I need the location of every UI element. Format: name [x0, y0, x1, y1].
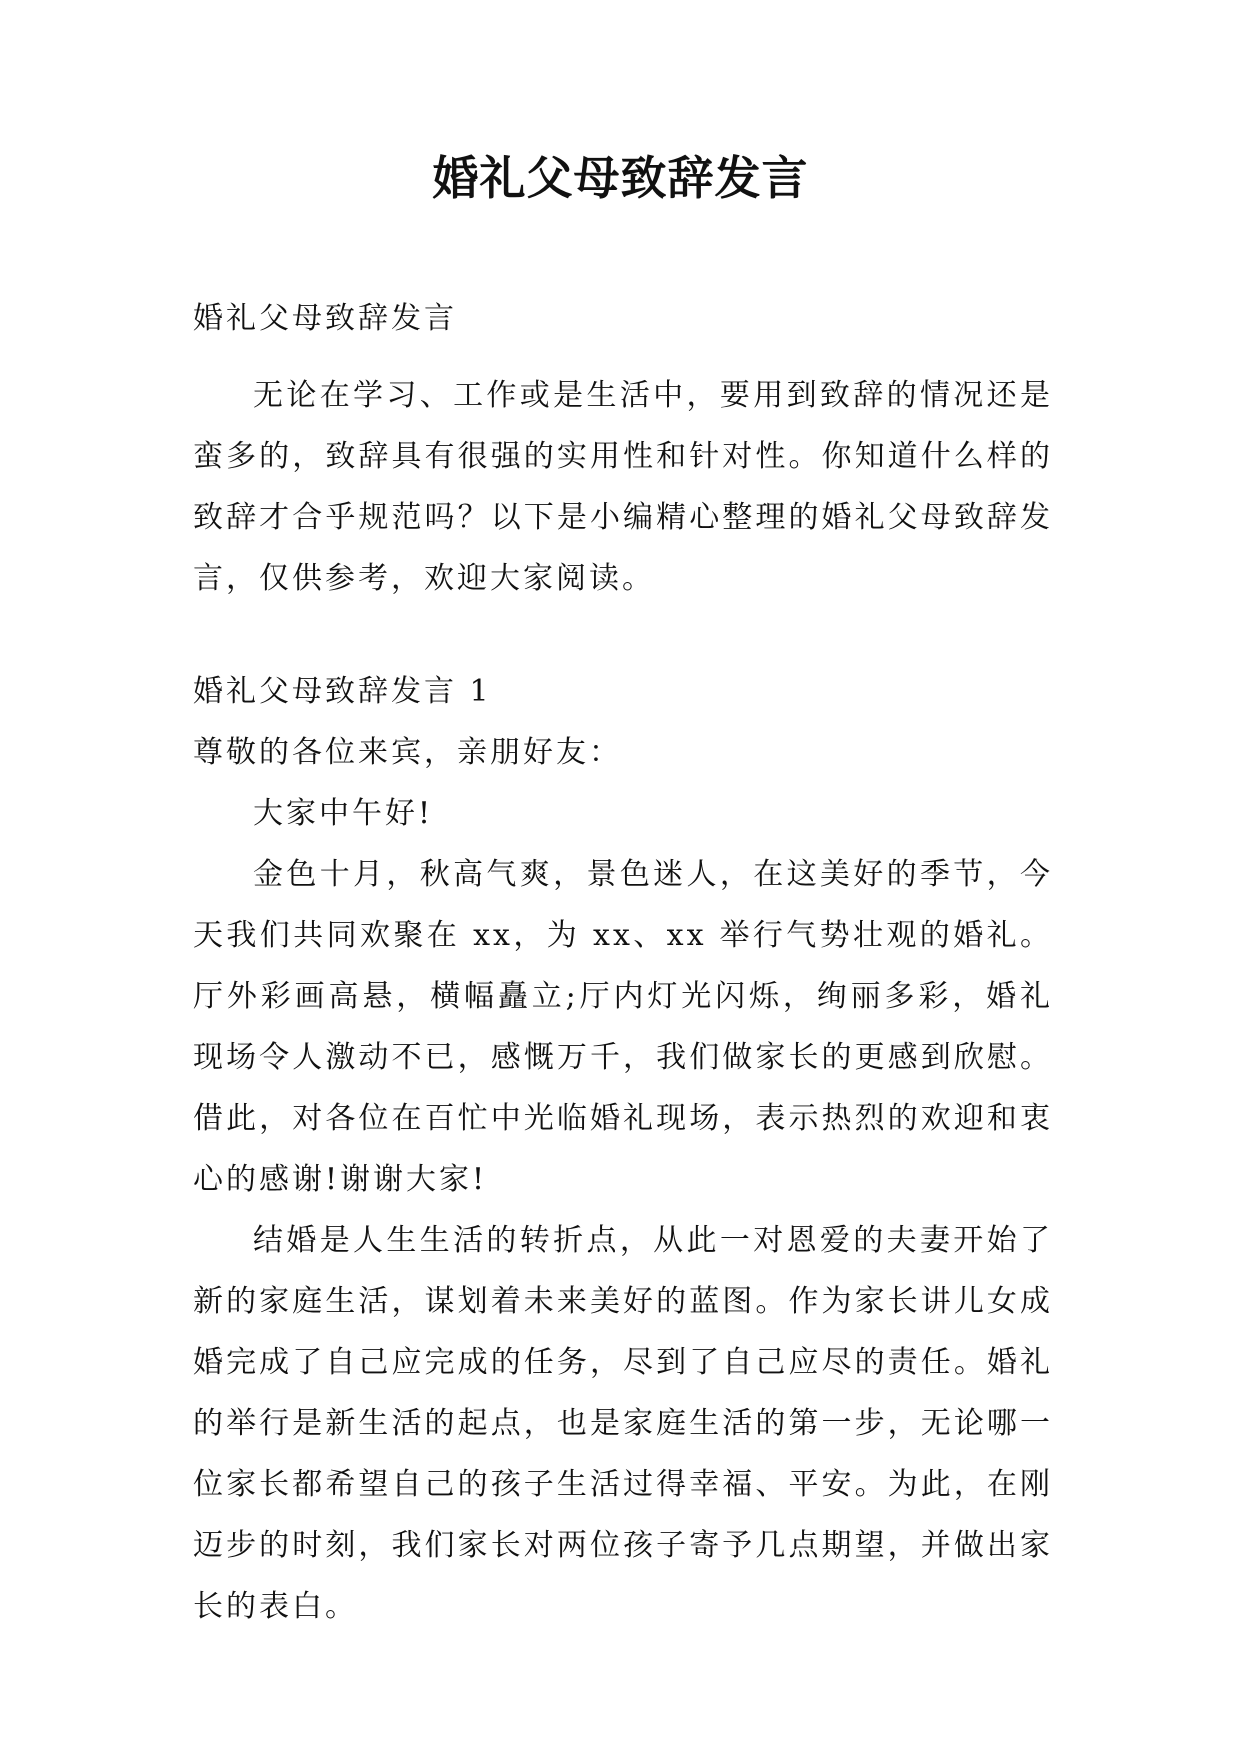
body-paragraph-2: 结婚是人生生活的转折点，从此一对恩爱的夫妻开始了新的家庭生活，谋划着未来美好的蓝图。作为家长讲儿女成婚完成了自己应完成的任务，尽到了自己应尽的责任。婚礼的举行是新生活的起点，也是家庭生活的第一步，无论哪一位家长都希望自己的孩子生活过得幸福、平安。为此，在刚迈步的时刻，我们家长对两位孩子寄予几点期望，并做出家长的表白。	[193, 1223, 1053, 1624]
intro-paragraph: 无论在学习、工作或是生活中，要用到致辞的情况还是蛮多的，致辞具有很强的实用性和针对性。你知道什么样的致辞才合乎规范吗？以下是小编精心整理的婚礼父母致辞发言，仅供参考，欢迎大家阅读。	[193, 378, 1053, 596]
body-paragraph-1: 金色十月，秋高气爽，景色迷人，在这美好的季节，今天我们共同欢聚在 xx，为 xx、xx 举行气势壮观的婚礼。厅外彩画高悬，横幅矗立;厅内灯光闪烁，绚丽多彩，婚礼现场令人激动不已，感慨万千，我们做家长的更感到欣慰。借此，对各位在百忙中光临婚礼现场，表示热烈的欢迎和衷心的感谢!谢谢大家!	[193, 857, 1053, 1197]
spacer	[193, 609, 1053, 661]
document-subtitle: 婚礼父母致辞发言	[193, 301, 457, 336]
greeting: 大家中午好!	[253, 796, 434, 831]
document-body	[193, 288, 1053, 1637]
document-title: 婚礼父母致辞发言	[432, 151, 809, 205]
section-heading: 婚礼父母致辞发言 1	[193, 674, 492, 709]
spacer	[193, 349, 1053, 365]
salutation: 尊敬的各位来宾，亲朋好友：	[193, 735, 622, 770]
